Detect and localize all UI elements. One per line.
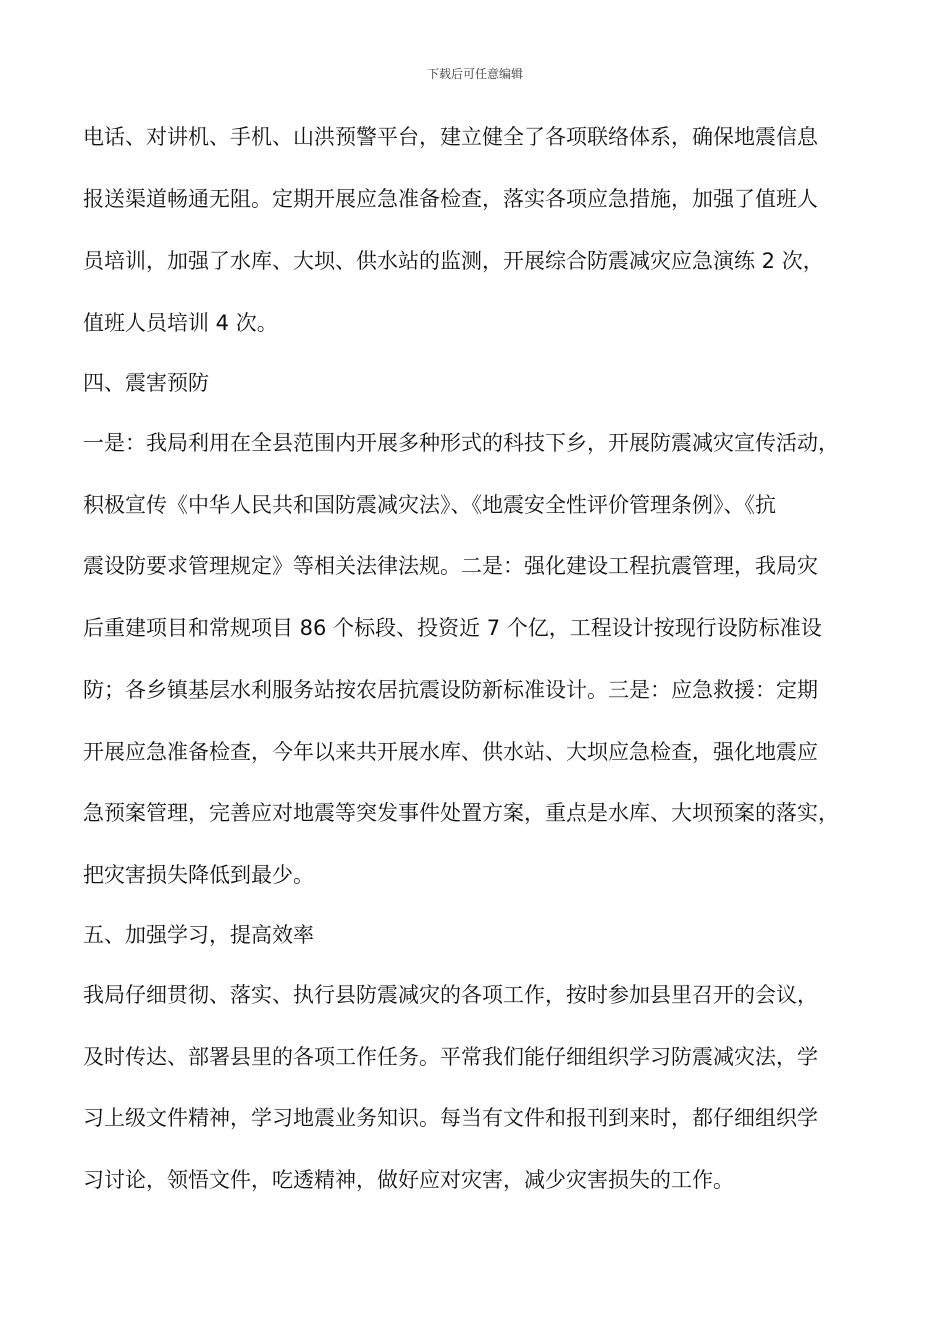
- body-line: 后重建项目和常规项目 86 个标段、投资近 7 个亿，工程设计按现行设防标准设: [83, 616, 822, 640]
- body-line: 员培训，加强了水库、大坝、供水站的监测，开展综合防震减灾应急演练 2 次，: [83, 249, 824, 273]
- body-line: 积极宣传《中华人民共和国防震减灾法》、《地震安全性评价管理条例》、《抗: [83, 493, 776, 517]
- body-line: 习讨论，领悟文件，吃透精神，做好应对灾害，减少灾害损失的工作。: [83, 1168, 734, 1192]
- body-line: 电话、对讲机、手机、山洪预警平台，建立健全了各项联络体系，确保地震信息: [83, 125, 818, 149]
- body-line: 一是：我局利用在全县范围内开展多种形式的科技下乡，开展防震减灾宣传活动，: [83, 431, 839, 455]
- body-line: 报送渠道畅通无阻。定期开展应急准备检查，落实各项应急措施，加强了值班人: [83, 187, 818, 211]
- body-line: 震设防要求管理规定》等相关法律法规。二是：强化建设工程抗震管理，我局灾: [83, 554, 818, 578]
- body-line: 值班人员培训 4 次。: [83, 311, 278, 335]
- body-line: 防；各乡镇基层水利服务站按农居抗震设防新标准设计。三是：应急救援：定期: [83, 678, 818, 702]
- body-line: 把灾害损失降低到最少。: [83, 863, 314, 887]
- body-line: 急预案管理，完善应对地震等突发事件处置方案，重点是水库、大坝预案的落实，: [83, 801, 839, 825]
- section-heading: 五、加强学习，提高效率: [83, 923, 314, 947]
- body-line: 及时传达、部署县里的各项工作任务。平常我们能仔细组织学习防震减灾法，学: [83, 1045, 818, 1069]
- body-line: 我局仔细贯彻、落实、执行县防震减灾的各项工作，按时参加县里召开的会议，: [83, 983, 818, 1007]
- section-heading: 四、震害预防: [83, 371, 209, 395]
- body-line: 习上级文件精神，学习地震业务知识。每当有文件和报刊到来时，都仔细组织学: [83, 1106, 818, 1130]
- body-line: 开展应急准备检查，今年以来共开展水库、供水站、大坝应急检查，强化地震应: [83, 740, 818, 764]
- page-header: 下载后可任意编辑: [426, 67, 523, 81]
